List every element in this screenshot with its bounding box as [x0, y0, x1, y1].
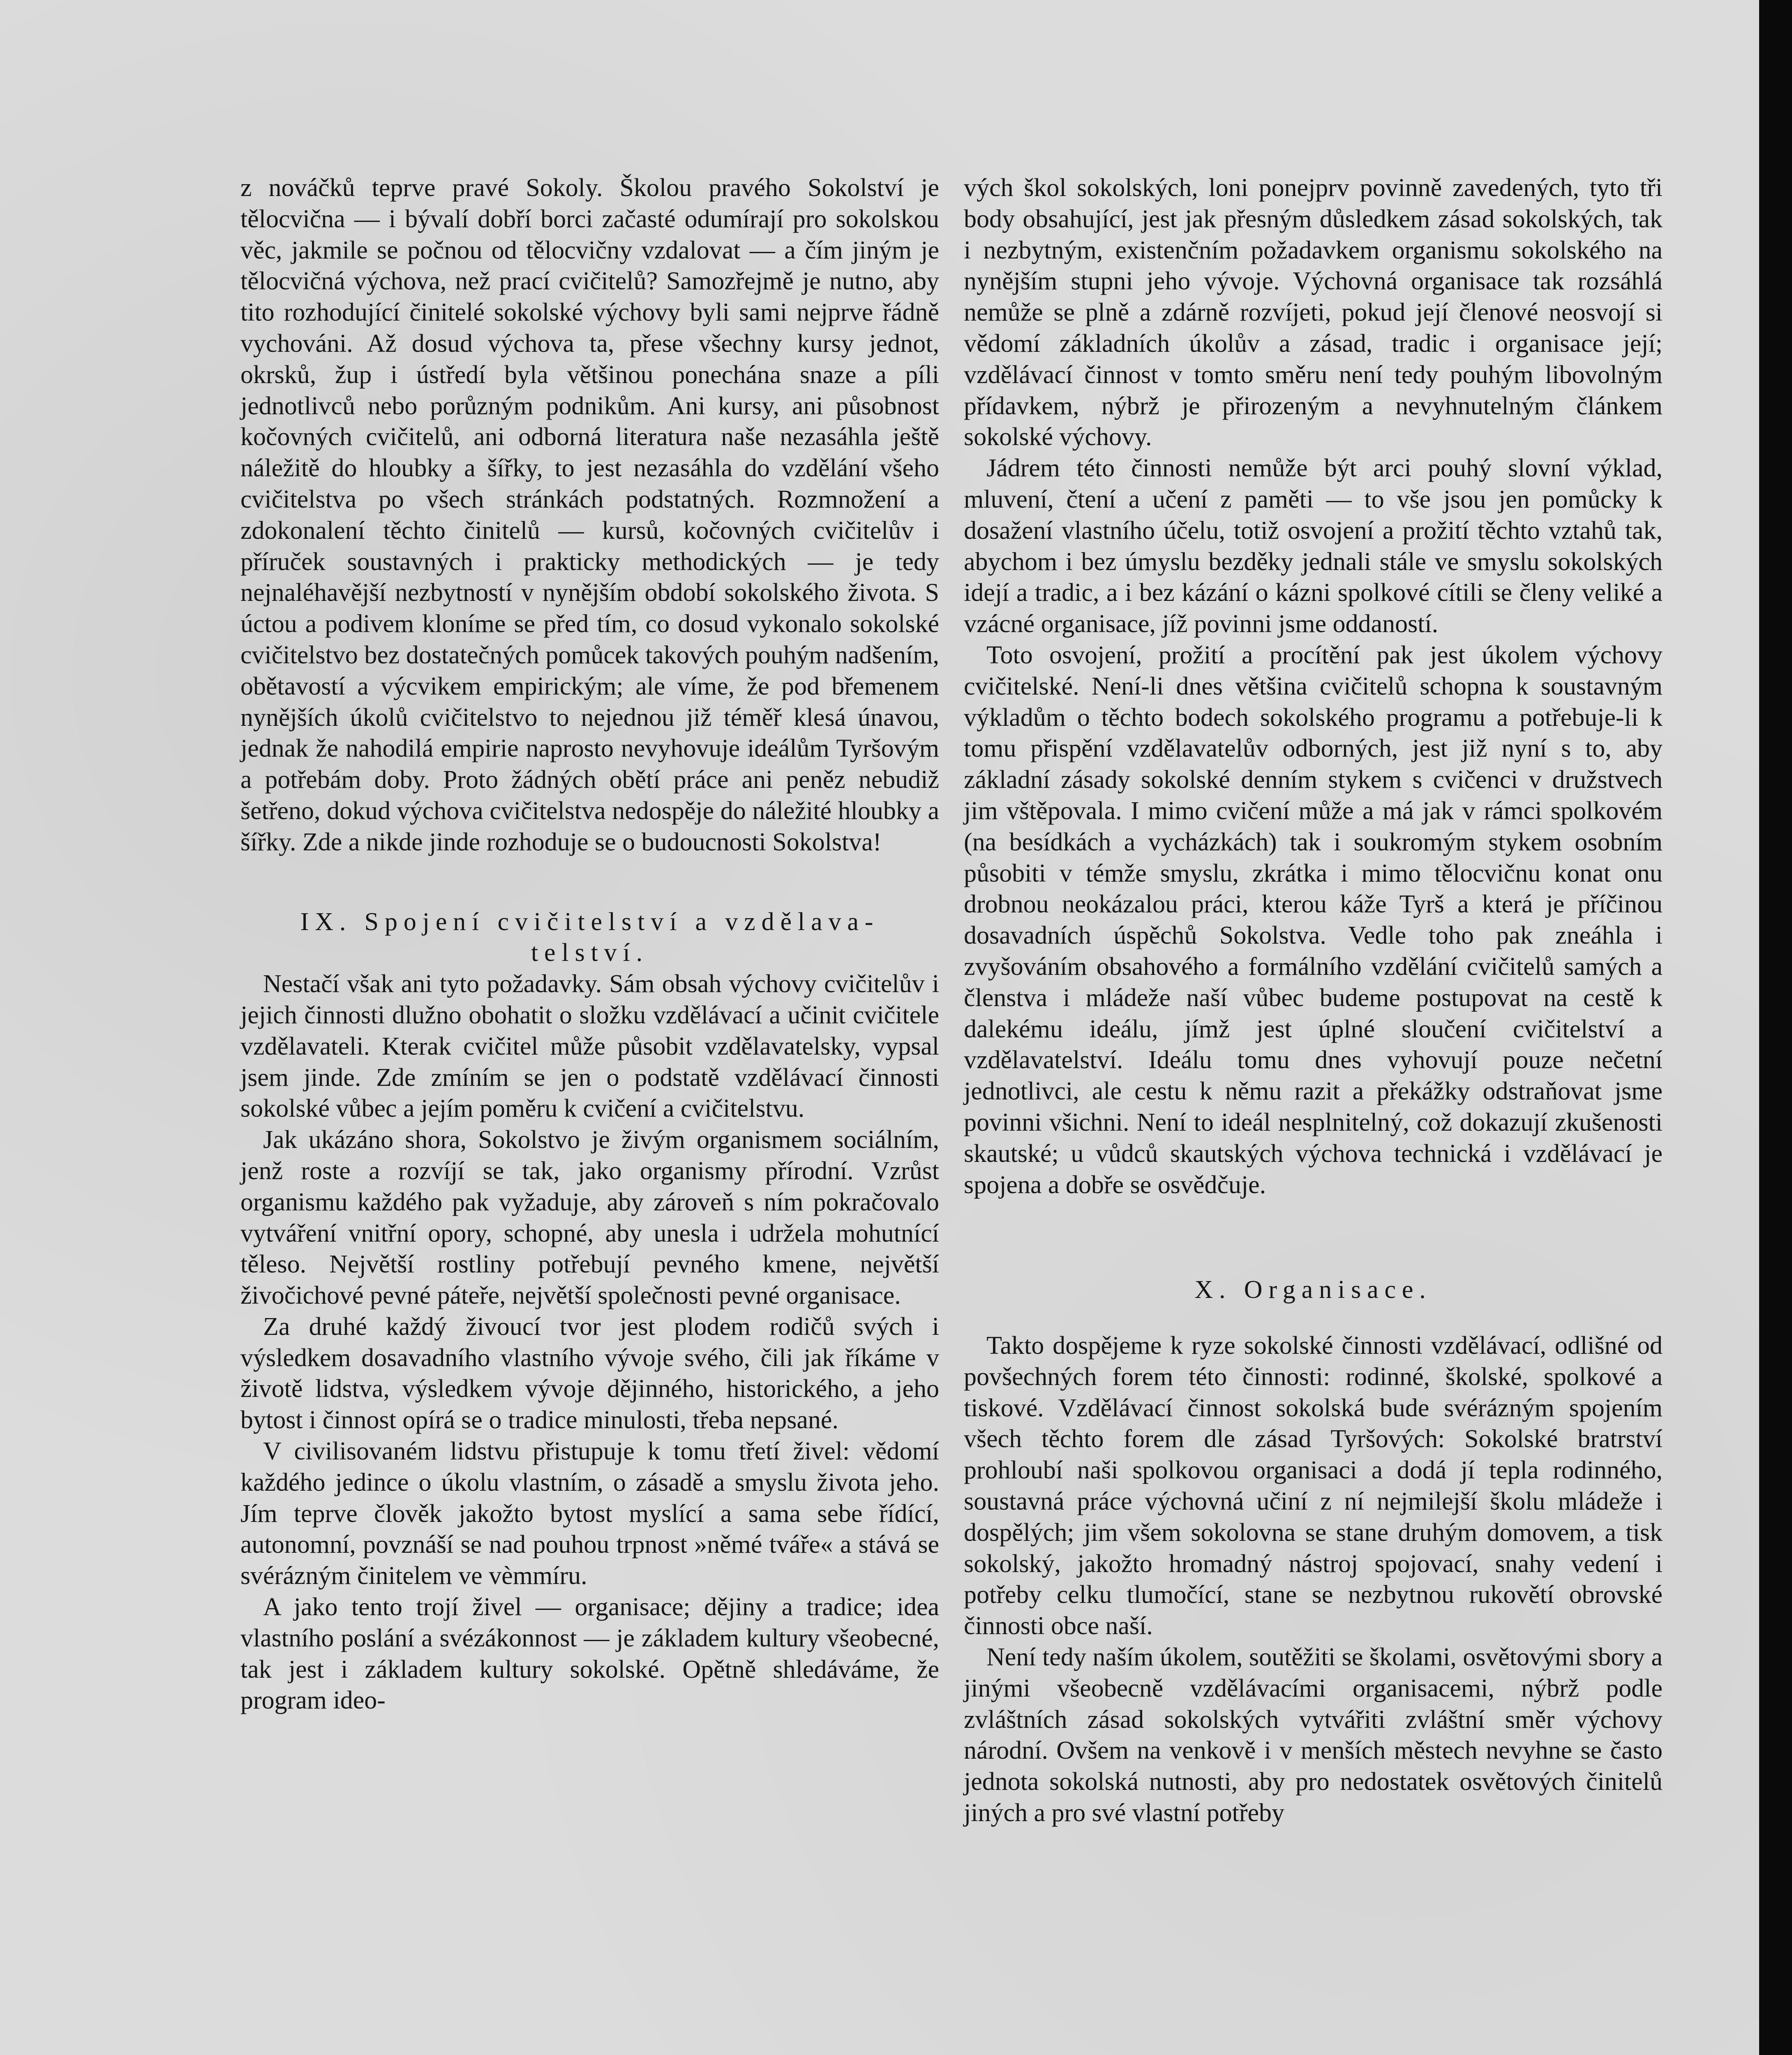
paragraph: Takto dospějeme k ryze sokolské činnosti vzdělávací, odlišné od povšechných forem této činnosti: rodinné, školské, spolkové a tiskové. Vzdělávací činnost sokolská bude svérázným spojením všech těchto forem dle zásad Tyršových: Sokolské bratrství prohloubí naši spolkovou organisaci a dodá jí tepla rodinného, soustavná práce výchovná učiní z ní nejmilejší školu mládeže i dospělých; jim všem sokolovna se stane druhým domovem, a tisk sokolský, jakožto hromadný nástroj spojovací, snahy vedení i potřeby celku tlumočící, stane se nezbytnou rukovětí obrovské činnosti obce naší. [964, 1332, 1663, 1640]
section-heading-x: X. Organisace. [1194, 1276, 1432, 1304]
paragraph: A jako tento trojí živel — organisace; dějiny a tradice; idea vlastního poslání a svézákonnost — je základem kultury všeobecné, tak jest i základem kultury sokolské. Opětně shledáváme, že program ideo- [240, 1593, 939, 1715]
paragraph: Jak ukázáno shora, Sokolstvo je živým organismem sociálním, jenž roste a rozvíjí se tak, jako organismy přírodní. Vzrůst organismu každého pak vyžaduje, aby zároveň s ním pokračovalo vytváření vnitřní opory, schopné, aby unesla i udržela mohutnící těleso. Největší rostliny potřebují pevného kmene, největší živočichové pevné páteře, největší společnosti pevné organisace. [240, 1126, 939, 1310]
scan-border [1759, 0, 1792, 2055]
section-heading-ix [240, 907, 939, 969]
paragraph: Za druhé každý živoucí tvor jest plodem rodičů svých i výsledkem dosavadního vlastního vývoje svého, čili jak říkáme v životě lidstva, výsledkem vývoje dějinného, historického, a jeho bytost i činnost opírá se o tradice minulosti, třeba nepsané. [240, 1312, 939, 1434]
paragraph: V civilisovaném lidstvu přistupuje k tomu třetí živel: vědomí každého jedince o úkolu vlastním, o zásadě a smyslu života jeho. Jím teprve člověk jakožto bytost myslící a sama sebe řídící, autonomní, povznáší se nad pouhou trpnost »němé tváře« a stává se svérázným činitelem ve vèmmíru. [240, 1437, 939, 1590]
paragraph: vých škol sokolských, loni ponejprv povinně zavedených, tyto tři body obsahující, jest jak přesným důsledkem zásad sokolských, tak i nezbytným, existenčním požadavkem organismu sokolského na nynějším stupni jeho vývoje. Výchovná organisace tak rozsáhlá nemůže se plně a zdárně rozvíjeti, pokud její členové neosvojí si vědomí základních úkolův a zásad, tradic i organisace její; vzdělávací činnost v tomto směru není tedy pouhým libovolným přídavkem, nýbrž je přirozeným a nevyhnutelným článkem sokolské výchovy. [964, 174, 1663, 451]
paragraph: z nováčků teprve pravé Sokoly. Školou pravého Sokolství je tělocvična — i bývalí dobří borci začasté odumírají pro sokolskou věc, jakmile se počnou od tělocvičny vzdalovat — a čím jiným je tělocvičná výchova, než prací cvičitelů? Samozřejmě je nutno, aby tito rozhodující činitelé sokolské výchovy byli sami nejprve řádně vychováni. Až dosud výchova ta, přese všechny kursy jednot, okrsků, žup i ústředí byla většinou ponechána snaze a píli jednotlivců nebo porůzným podnikům. Ani kursy, ani působnost kočovných cvičitelů, ani odborná literatura naše nezasáhla ještě náležitě do hloubky a šířky, to jest nezasáhla do vzdělání všeho cvičitelstva po všech stránkách podstatných. Rozmnožení a zdokonalení těchto činitelů — kursů, kočovných cvičitelův i příruček soustavných i prakticky methodických — je tedy nejnaléhavější nezbytností v nynějším období sokolského života. S úctou a podivem kloníme se před tím, co dosud vykonalo sokolské cvičitelstvo bez dostatečných pomůcek takových pouhým nadšením, obětavostí a výcvikem empirickým; ale víme, že pod břemenem nynějších úkolů cvičitelstvo to nejednou již téměř klesá únavou, jednak že nahodilá empirie naprosto nevyhovuje ideálům Tyršovým a potřebám doby. Proto žádných obětí práce ani peněz nebudiž šetřeno, dokud výchova cvičitelstva nedospěje do náležité hloubky a šířky. Zde a nikde jinde rozhoduje se o budoucnosti Sokolstva! [240, 174, 939, 856]
paragraph: Toto osvojení, prožití a procítění pak jest úkolem výchovy cvičitelské. Není-li dnes většina cvičitelů schopna k soustavným výkladům o těchto bodech sokolského programu a potřebuje-li k tomu přispění vzdělavatelův odborných, jest již nyní s to, aby základní zásady sokolské denním stykem s cvičenci v družstvech jim vštěpovala. I mimo cvičení může a má jak v rámci spolkovém (na besídkách a vycházkách) tak i soukromým stykem osobním působiti v témže smyslu, zkrátka i mimo tělocvičnu konat onu drobnou neokázalou práci, kterou káže Tyrš a která je příčinou dosavadních úspěchů Sokolstva. Vedle toho pak zneáhla i zvyšováním obsahového a formálního vzdělání cvičitelů samých a členstva i mládeže naší vůbec budeme postupovat na cestě k dalekému ideálu, jímž jest úplné sloučení cvičitelství a vzdělavatelství. Ideálu tomu dnes vyhovují pouze nečetní jednotlivci, ale cestu k němu razit a překážky odstraňovat jsme povinni všichni. Není to ideál nesplnitelný, což dokazují zkušenosti skautské; u vůdců skautských výchova technická i vzdělávací je spojena a dobře se osvědčuje. [964, 641, 1663, 1199]
paragraph: Nestačí však ani tyto požadavky. Sám obsah výchovy cvičitelův i jejich činnosti dlužno obohatit o složku vzdělávací a učinit cvičitele vzdělavateli. Kterak cvičitel může působit vzdělavatelsky, vypsal jsem jinde. Zde zmíním se jen o podstatě vzdělávací činnosti sokolské vůbec a jejím poměru k cvičení a cvičitelstvu. [240, 970, 939, 1123]
paragraph: Není tedy naším úkolem, soutěžiti se školami, osvětovými sbory a jinými všeobecně vzdělávacími organisacemi, nýbrž podle zvláštních zásad sokolských vytvářiti zvláštní směr výchovy národní. Ovšem na venkově i v menších městech nevyhne se často jednota sokolská nutnosti, aby pro nedostatek osvětových činitelů jiných a pro své vlastní potřeby [964, 1643, 1663, 1827]
heading-line: IX. Spojení cvičitelství a vzdělava- [300, 907, 880, 936]
right-column [964, 173, 1663, 1829]
left-column [240, 173, 939, 1716]
paragraph: Jádrem této činnosti nemůže být arci pouhý slovní výklad, mluvení, čtení a učení z paměti — to vše jsou jen pomůcky k dosažení vlastního účelu, totiž osvojení a prožití těchto vztahů tak, abychom i bez úmyslu bezděky jednali stále ve smyslu sokolských idejí a tradic, a i bez kázání o kázni spolkové cítili se členy veliké a vzácné organisace, jíž povinni jsme oddaností. [964, 454, 1663, 638]
heading-line: telství. [531, 939, 649, 967]
